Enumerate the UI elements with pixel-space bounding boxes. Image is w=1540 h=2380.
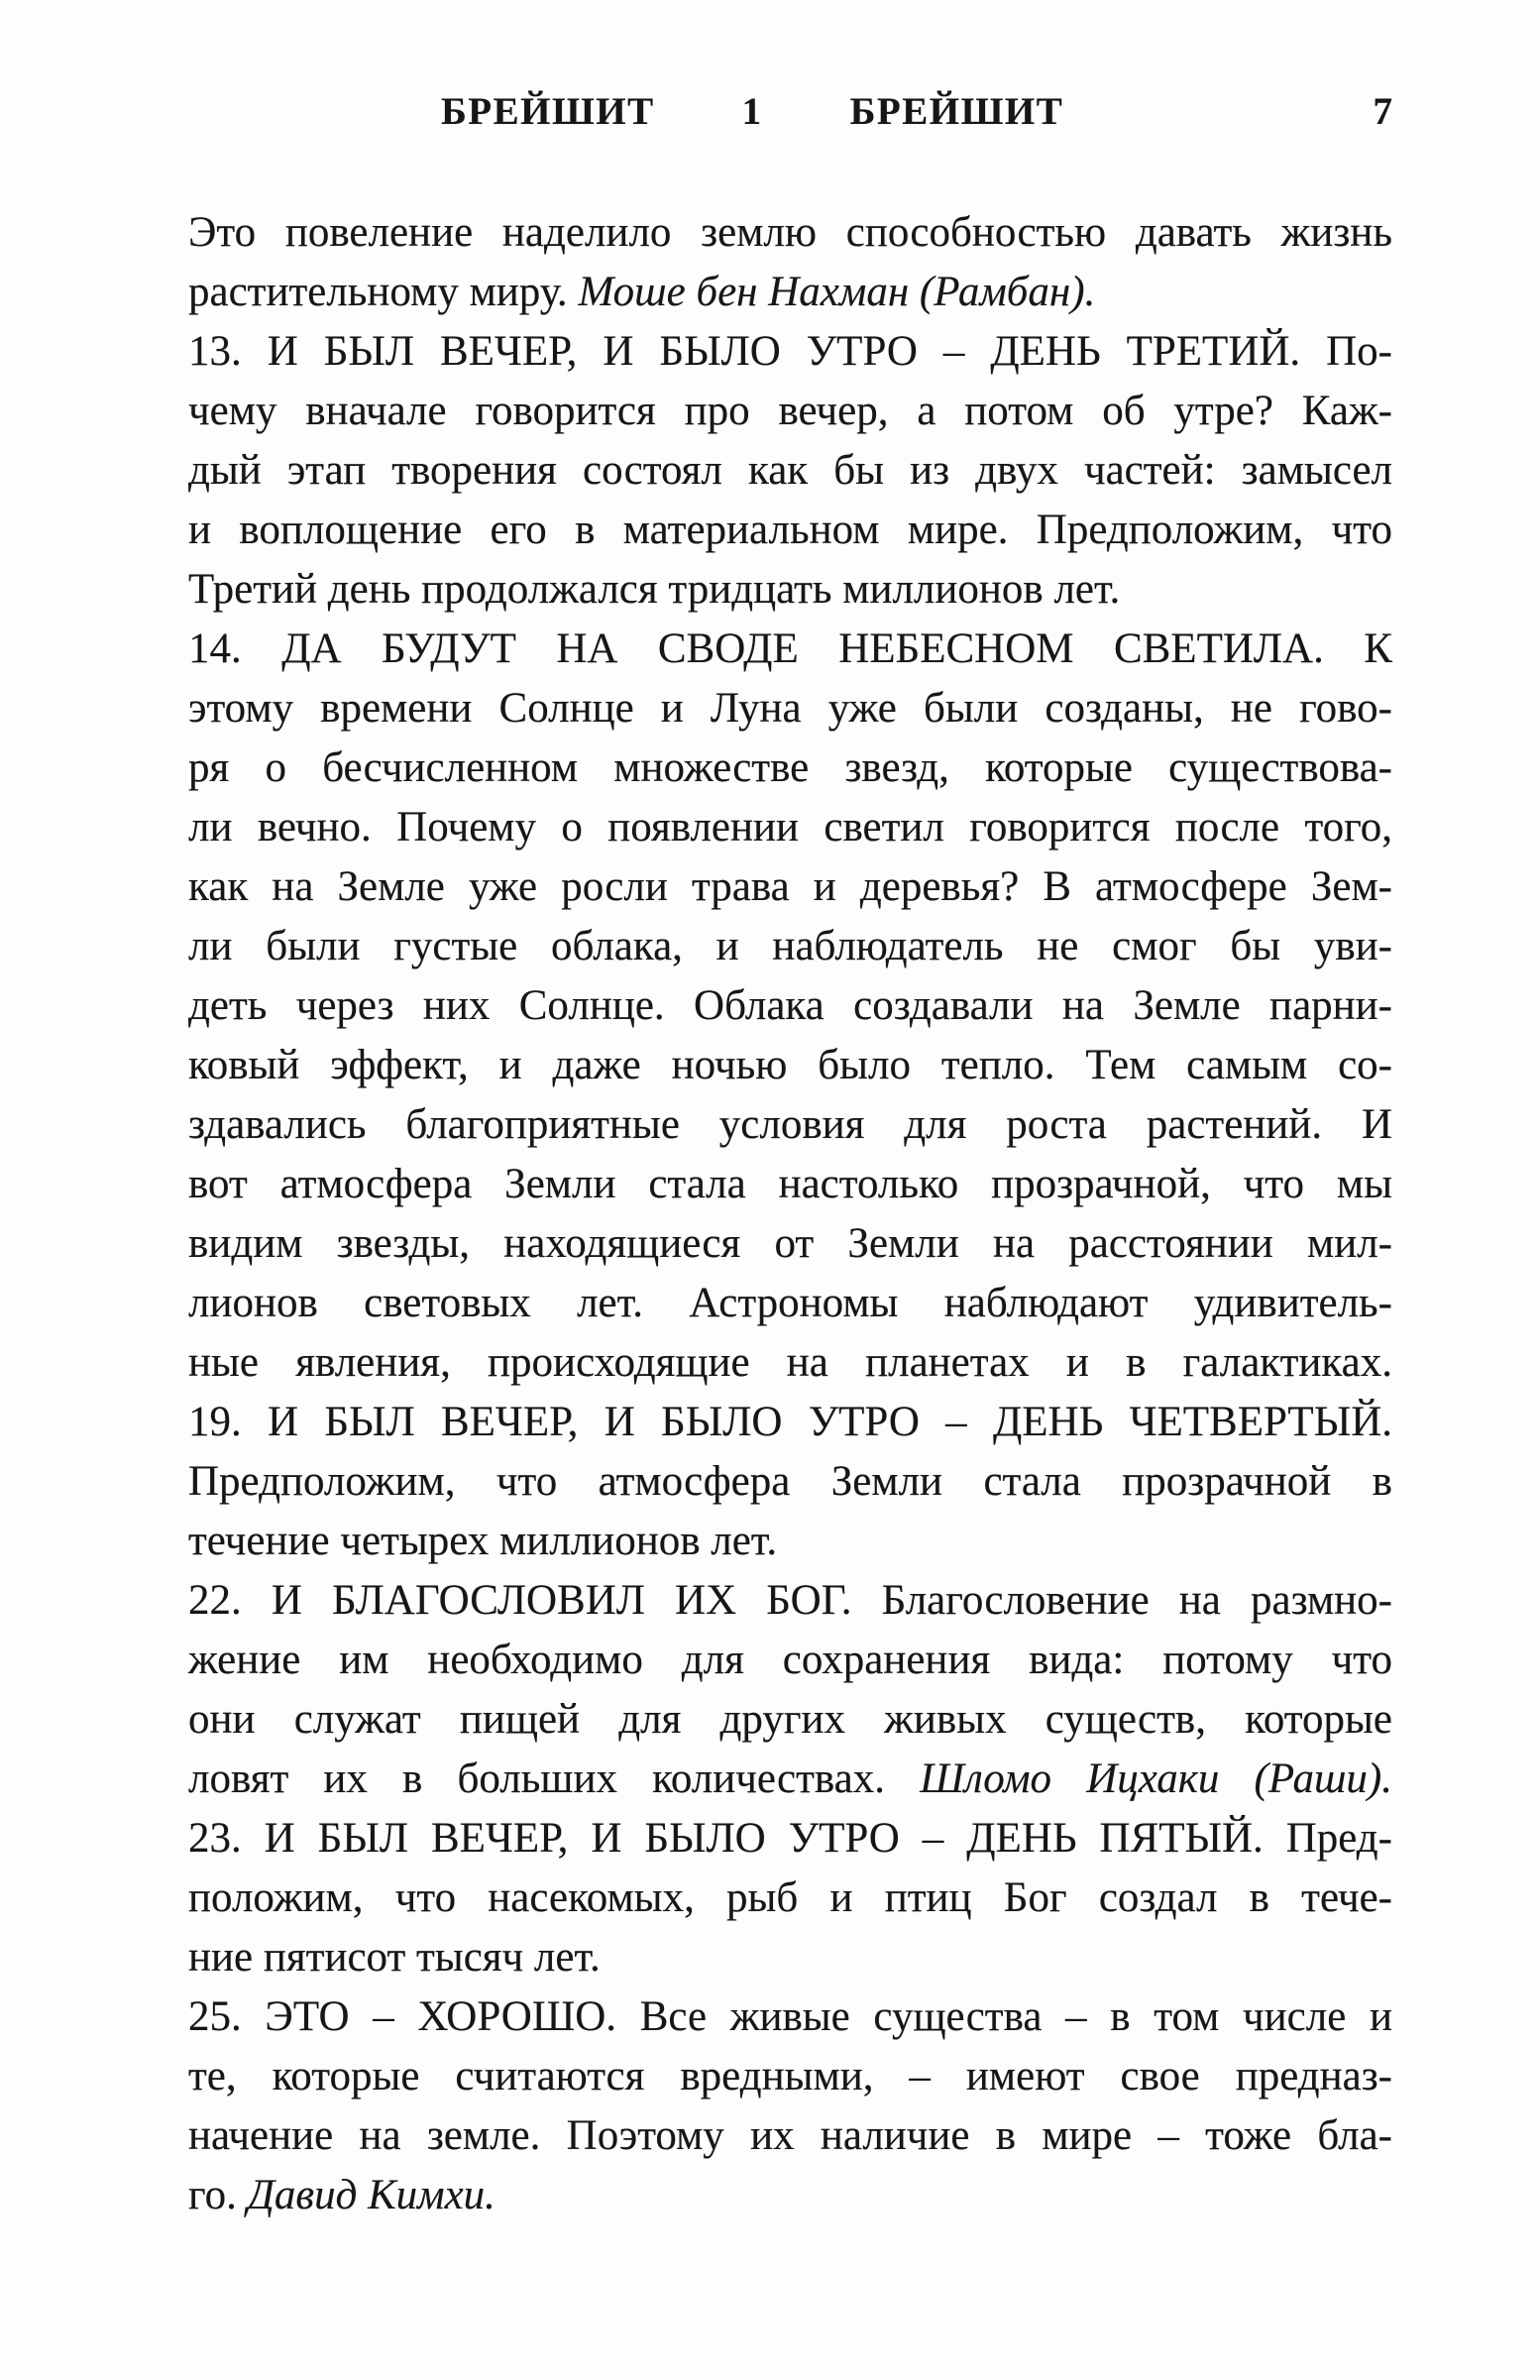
text-line (188, 620, 1392, 679)
text-segment: дый этап творения состоял как бы из двух частей: замысел (188, 447, 1392, 494)
text-line (188, 1393, 1392, 1452)
text-line (188, 203, 1392, 263)
text-line (188, 857, 1392, 917)
text-line (188, 1214, 1392, 1274)
section-title-right: БРЕЙШИТ (849, 90, 1064, 133)
page-text (188, 203, 1392, 2225)
text-line (188, 1809, 1392, 1869)
text-line (188, 1987, 1392, 2047)
text-line (188, 1690, 1392, 1750)
text-line (188, 1452, 1392, 1512)
text-line (188, 917, 1392, 976)
paragraph (188, 322, 1392, 620)
text-line (188, 2166, 1392, 2225)
text-line (188, 1512, 1392, 1571)
text-segment: 22. И БЛАГОСЛОВИЛ ИХ БОГ. Благословение на размно- (188, 1577, 1392, 1624)
text-line (188, 2106, 1392, 2166)
text-segment: ловят их в больших количествах. (188, 1756, 921, 1802)
text-segment: ли вечно. Почему о появлении светил говорится после того, (188, 804, 1392, 850)
text-line (188, 1750, 1392, 1809)
text-segment: ря о бесчисленном множестве звезд, которые существова- (188, 744, 1392, 791)
text-segment: жение им необходимо для сохранения вида: потому что (188, 1637, 1392, 1683)
text-segment: 14. ДА БУДУТ НА СВОДЕ НЕБЕСНОМ СВЕТИЛА. К (188, 625, 1392, 672)
text-line (188, 263, 1392, 322)
source-attribution: Моше бен Нахман (Рамбан). (578, 269, 1096, 315)
text-line (188, 1095, 1392, 1155)
paragraph (188, 620, 1392, 1393)
page-number: 7 (1373, 90, 1392, 133)
text-line (188, 1631, 1392, 1690)
text-segment: ние пятисот тысяч лет. (188, 1934, 601, 1981)
text-line (188, 560, 1392, 620)
text-segment: как на Земле уже росли трава и деревья? В атмосфере Зем- (188, 863, 1392, 910)
running-head-titles (441, 89, 1063, 135)
text-segment: начение на земле. Поэтому их наличие в мире – тоже бла- (188, 2112, 1392, 2159)
text-segment: го. (188, 2172, 248, 2218)
text-line (188, 382, 1392, 441)
running-head (188, 89, 1392, 135)
text-line (188, 2047, 1392, 2106)
text-segment: вот атмосфера Земли стала настолько прозрачной, что мы (188, 1161, 1392, 1207)
text-line (188, 798, 1392, 857)
source-attribution: Давид Кимхи. (247, 2172, 495, 2218)
text-segment: и воплощение его в материальном мире. Предположим, что (188, 507, 1392, 553)
text-segment: лионов световых лет. Астрономы наблюдают удивитель- (188, 1280, 1392, 1326)
paragraph (188, 203, 1392, 322)
text-line (188, 738, 1392, 798)
text-line (188, 976, 1392, 1036)
text-line (188, 1274, 1392, 1333)
text-line (188, 1571, 1392, 1631)
source-attribution: Шломо Ицхаки (Раши). (920, 1756, 1392, 1802)
text-segment: Это повеление наделило землю способностью давать жизнь (188, 209, 1392, 256)
text-segment: этому времени Солнце и Луна уже были созданы, не гово- (188, 685, 1392, 732)
text-line (188, 1928, 1392, 1987)
chapter-number: 1 (741, 90, 763, 133)
text-line (188, 501, 1392, 560)
text-segment: ковый эффект, и даже ночью было тепло. Тем самым со- (188, 1042, 1392, 1088)
text-segment: 23. И БЫЛ ВЕЧЕР, И БЫЛО УТРО – ДЕНЬ ПЯТЫЙ. Пред- (188, 1815, 1392, 1862)
text-segment: растительному миру. (188, 269, 579, 315)
text-segment: 19. И БЫЛ ВЕЧЕР, И БЫЛО УТРО – ДЕНЬ ЧЕТВЕРТЫЙ. (188, 1399, 1392, 1445)
paragraph (188, 1987, 1392, 2225)
text-segment: 25. ЭТО – ХОРОШО. Все живые существа – в том числе и (188, 1993, 1392, 2040)
paragraph (188, 1393, 1392, 1571)
text-segment: Третий день продолжался тридцать миллионов лет. (188, 566, 1121, 613)
text-line (188, 1333, 1392, 1393)
text-segment: те, которые считаются вредными, – имеют свое предназ- (188, 2053, 1392, 2099)
section-title-left: БРЕЙШИТ (441, 90, 655, 133)
text-segment: 13. И БЫЛ ВЕЧЕР, И БЫЛО УТРО – ДЕНЬ ТРЕТИЙ. По- (188, 328, 1392, 375)
text-line (188, 441, 1392, 501)
text-segment: видим звезды, находящиеся от Земли на расстоянии мил- (188, 1220, 1392, 1267)
text-segment: Предположим, что атмосфера Земли стала прозрачной в (188, 1458, 1392, 1505)
text-segment: здавались благоприятные условия для роста растений. И (188, 1101, 1392, 1148)
text-segment: деть через них Солнце. Облака создавали на Земле парни- (188, 982, 1392, 1029)
text-line (188, 1155, 1392, 1214)
paragraph (188, 1809, 1392, 1987)
text-line (188, 679, 1392, 738)
text-segment: ные явления, происходящие на планетах и в галактиках. (188, 1339, 1392, 1386)
text-segment: они служат пищей для других живых существ, которые (188, 1696, 1392, 1743)
text-segment: ли были густые облака, и наблюдатель не смог бы уви- (188, 923, 1392, 969)
text-segment: положим, что насекомых, рыб и птиц Бог создал в тече- (188, 1874, 1392, 1921)
text-line (188, 1869, 1392, 1928)
text-segment: течение четырех миллионов лет. (188, 1518, 778, 1564)
text-line (188, 1036, 1392, 1095)
text-segment: чему вначале говорится про вечер, а потом об утре? Каж- (188, 388, 1392, 434)
text-line (188, 322, 1392, 382)
paragraph (188, 1571, 1392, 1809)
